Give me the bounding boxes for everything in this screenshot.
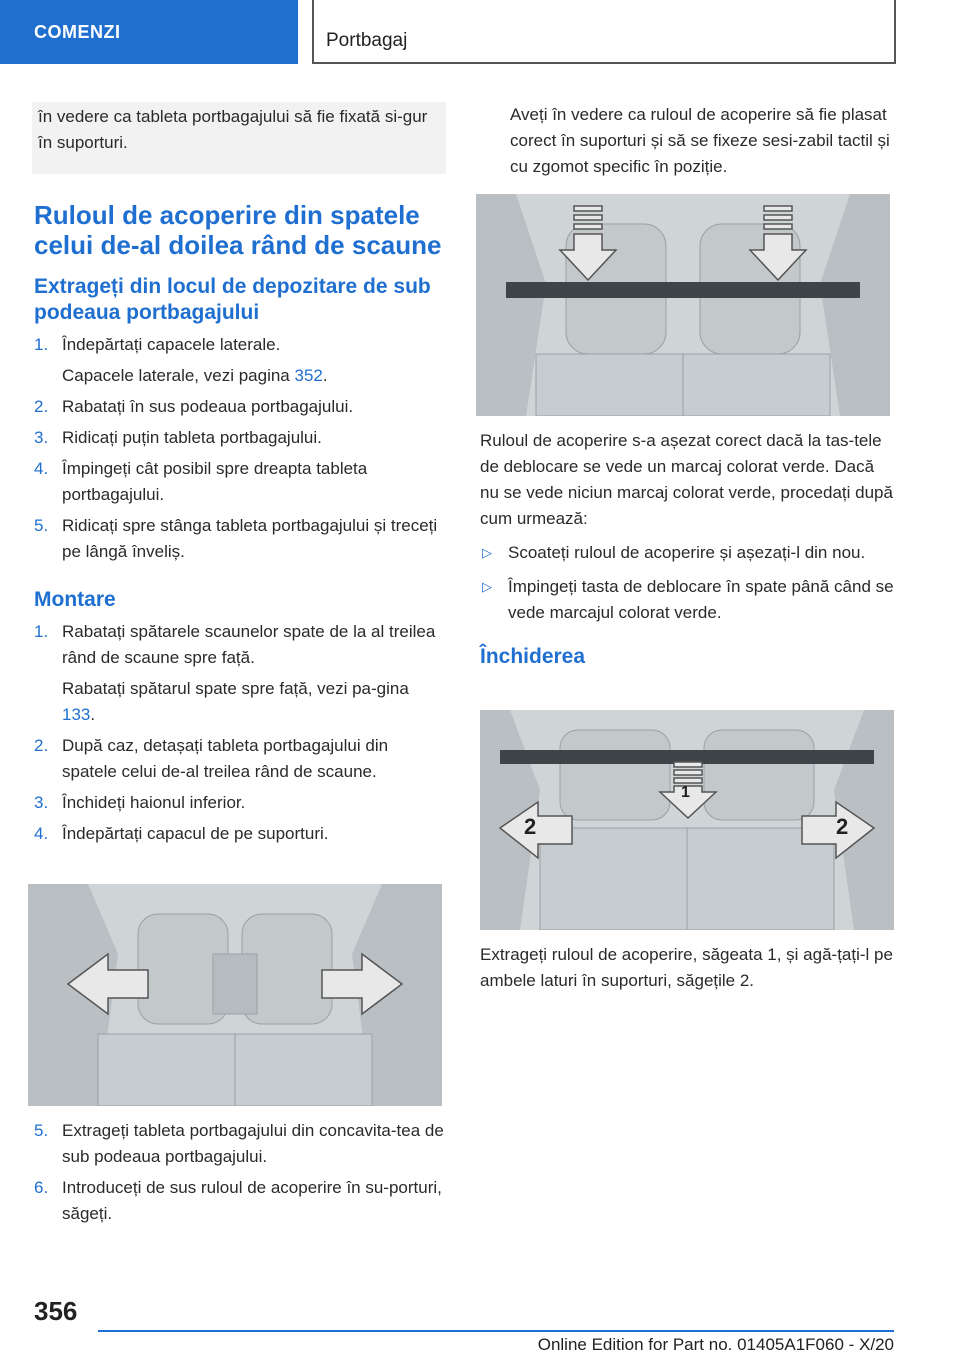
figure-trunk-side-arrows — [28, 884, 442, 1106]
triangle-bullet-icon: ▷ — [482, 579, 492, 594]
page-link-133[interactable]: 133 — [62, 705, 91, 724]
left-column-bottom — [34, 1118, 446, 1232]
list-item: ▷ Scoateți ruloul de acoperire și așezați-l din nou. — [480, 540, 894, 566]
steps-mount-final — [34, 1118, 446, 1227]
heading-mounting: Montare — [34, 588, 116, 611]
bullet-list — [480, 540, 894, 626]
list-item: 1. Îndepărtați capacele laterale. — [34, 335, 281, 354]
heading-cover-roll: Ruloul de acoperire din spatele celui de-al doilea rând de scaune — [34, 200, 442, 260]
steps-remove-cont — [34, 394, 446, 565]
step-sub-text: Capacele laterale, vezi pagina 352. — [62, 366, 328, 385]
paragraph-green-mark: Ruloul de acoperire s-a așezat corect dacă la tas‐tele de deblocare se vede un marcaj colorat verde. Dacă nu se vede niciun marcaj colorat verde, procedați după cum urmează: — [480, 431, 893, 528]
list-item: 3. Ridicați puțin tableta portbagajului. — [34, 428, 322, 447]
note-box: în vedere ca tableta portbagajului să fie fixată si‐gur în suporturi. — [32, 102, 446, 174]
steps-remove — [34, 332, 446, 358]
heading-remove-storage: Extrageți din locul de depozitare de sub podeaua portbagajului — [34, 275, 431, 324]
list-item: 5. Ridicați spre stânga tableta portbagajului și treceți pe lângă înveliș. — [34, 516, 438, 561]
arrow-label-1: 1 — [681, 784, 690, 801]
figure-closing-numbered-arrows — [480, 710, 894, 930]
list-item: 2. După caz, detașați tableta portbagajului din spatele celui de-al treilea rând de scaune. — [34, 736, 389, 781]
steps-mount-cont — [34, 733, 446, 847]
step-sub-text: Rabatați spătarul spate spre față, vezi pa‐gina 133. — [62, 679, 409, 724]
figure-caption: Extrageți ruloul de acoperire, săgeata 1, și agă‐țați-l pe ambele laturi în suporturi, săgețile 2. — [480, 945, 893, 990]
page-link-352[interactable]: 352 — [294, 366, 323, 385]
arrow-label-2-right: 2 — [836, 814, 849, 839]
right-column-bottom — [480, 942, 894, 994]
list-item: 6. Introduceți de sus ruloul de acoperire în su‐porturi, săgeți. — [34, 1178, 442, 1223]
list-item: 4. Împingeți cât posibil spre dreapta tableta portbagajului. — [34, 459, 368, 504]
arrow-label-2-left: 2 — [524, 814, 537, 839]
list-item: 3. Închideți haionul inferior. — [34, 793, 246, 812]
list-item: ▷ Împingeți tasta de deblocare în spate până când se vede marcajul colorat verde. — [480, 574, 894, 626]
intro-text: Aveți în vedere ca ruloul de acoperire să fie plasat corect în suporturi și să se fixeze sesi‐zabil tactil și cu zgomot specific în poziție. — [510, 105, 890, 176]
footer-divider — [98, 1330, 894, 1332]
left-column — [34, 102, 446, 852]
edition-text: Online Edition for Part no. 01405A1F060 - X/20 — [537, 1335, 894, 1354]
right-column-mid — [480, 428, 894, 676]
list-item: 5. Extrageți tableta portbagajului din concavita‐tea de sub podeaua portbagajului. — [34, 1121, 444, 1166]
right-column — [480, 102, 894, 180]
page-number: 356 — [34, 1296, 78, 1326]
page-title: Portbagaj — [312, 0, 896, 64]
list-item: 2. Rabatați în sus podeaua portbagajului. — [34, 397, 354, 416]
triangle-bullet-icon: ▷ — [482, 545, 492, 560]
heading-closing: Închiderea — [480, 645, 586, 668]
figure-cover-roll-down-arrows — [476, 194, 890, 416]
section-tab: COMENZI — [0, 0, 298, 64]
list-item: 4. Îndepărtați capacul de pe suporturi. — [34, 824, 329, 843]
list-item: 1. Rabatați spătarele scaunelor spate de la al treilea rând de scaune spre față. — [34, 622, 436, 667]
steps-mount — [34, 619, 446, 671]
